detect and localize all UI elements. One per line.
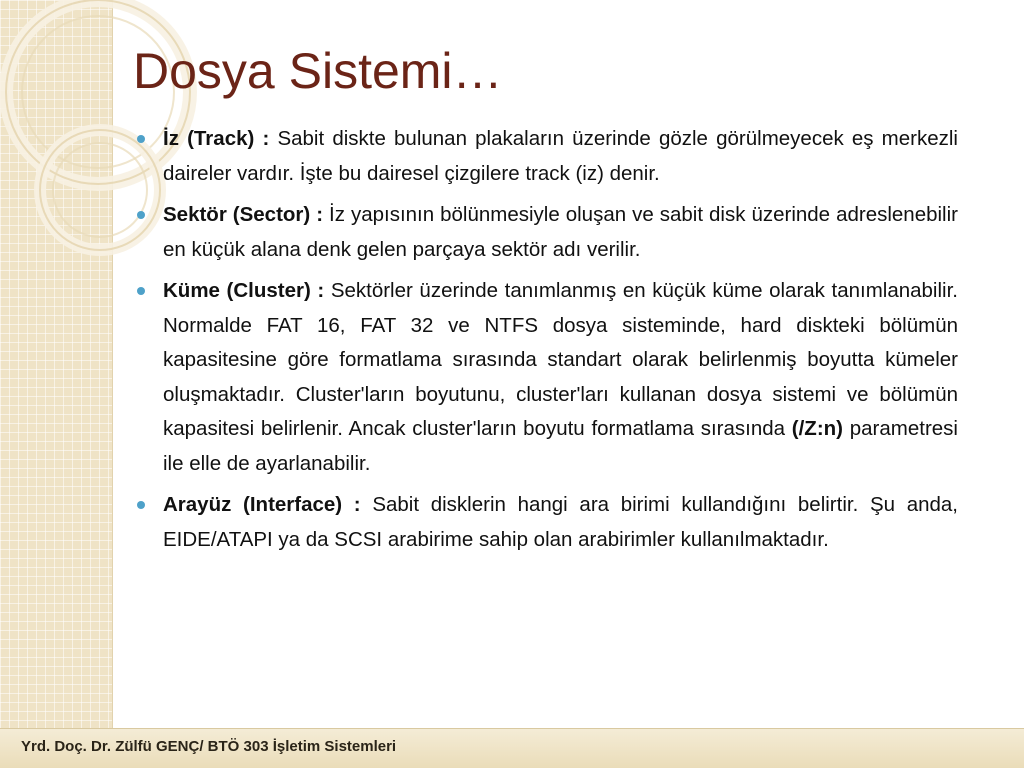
term-interface: Arayüz (Interface) : [163,493,361,516]
term-sector: Sektör (Sector) : [163,203,324,226]
definition-track: Sabit diskte bulunan plakaların üzerinde gözle görülmeyecek eş merkezli daireler vardır. İşte bu dairesel çizgilere track (iz) denir. [163,127,958,185]
bullet-icon [137,287,145,295]
format-parameter: (/Z:n) [791,417,844,440]
list-item-cluster [136,274,958,481]
definition-cluster: Sektörler üzerinde tanımlanmış en küçük küme olarak tanımlanabilir. Normalde FAT 16, FAT 32 ve NTFS dosya sisteminde, hard diskteki bölümün kapasitesine göre formatlama sırasında standart olarak belirlenmiş boyutta kümeler oluşmaktadır. Cluster'ların boyutunu, cluster'ları kullanan dosya sistemi ve bölümün kapasitesi belirlenir. Ancak cluster'ların boyutu formatlama sırasında [163,279,958,440]
definition-sector: İz yapısının bölünmesiyle oluşan ve sabit disk üzerinde adreslenebilir en küçük alana denk gelen parçaya sektör adı verilir. [163,203,958,261]
footer-text: Yrd. Doç. Dr. Zülfü GENÇ/ BTÖ 303 İşletim Sistemleri [21,738,397,755]
term-track: İz (Track) : [163,127,270,150]
footer-bar [0,728,1024,768]
definition-cluster-end: parametresi ile elle de ayarlanabilir. [163,417,958,475]
slide-title: Dosya Sistemi… [133,43,503,99]
bullet-icon [137,211,145,219]
bullet-icon [137,135,145,143]
definition-interface: Sabit disklerin hangi ara birimi kullandığını belirtir. Şu anda, EIDE/ATAPI ya da SCSI arabirime sahip olan arabirimler kullanılmaktadır. [163,493,958,551]
bullet-list [136,122,958,564]
list-item-track [136,122,958,191]
term-cluster: Küme (Cluster) : [163,279,325,302]
list-item-sector [136,198,958,267]
list-item-interface [136,488,958,557]
bullet-icon [137,501,145,509]
